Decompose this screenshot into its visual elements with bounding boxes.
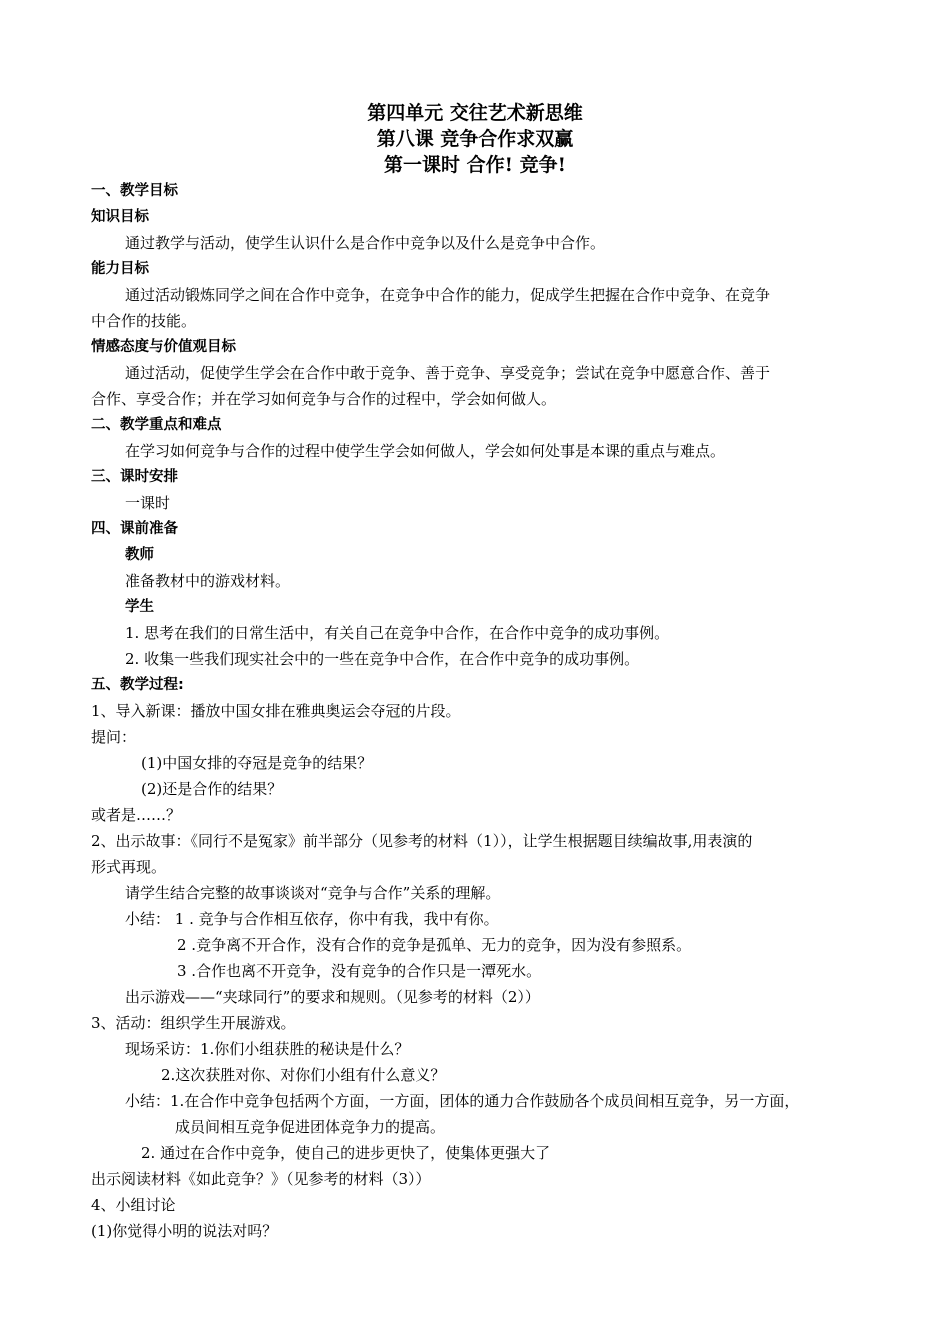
process-line: 小结：1.在合作中竞争包括两个方面，一方面，团体的通力合作鼓励各个成员间相互竞争，另一方面， — [125, 1092, 800, 1110]
section-heading-preparation: 四、课前准备 — [91, 521, 178, 537]
section-heading-objectives: 一、教学目标 — [91, 183, 178, 199]
unit-title: 第四单元 交往艺术新思维 — [367, 102, 583, 124]
process-line: 2. 通过在合作中竞争，使自己的进步更快了，使集体更强大了 — [141, 1144, 551, 1162]
teacher-text: 准备教材中的游戏材料。 — [125, 572, 291, 590]
process-line: 出示阅读材料《如此竞争？》（见参考的材料（3）） — [91, 1170, 431, 1188]
emotion-goal-text-2: 合作、享受合作；并在学习如何竞争与合作的过程中，学会如何做人。 — [91, 390, 557, 408]
knowledge-goal-text: 通过教学与活动，使学生认识什么是合作中竞争以及什么是竞争中合作。 — [125, 234, 606, 252]
process-line: 或者是……？ — [91, 806, 182, 824]
process-line: 4、小组讨论 — [91, 1196, 176, 1214]
ability-goal-text-2: 中合作的技能。 — [91, 312, 197, 330]
process-line: 现场采访：1.你们小组获胜的秘诀是什么？ — [125, 1040, 410, 1058]
ability-goal-text-1: 通过活动锻炼同学之间在合作中竞争，在竞争中合作的能力，促成学生把握在合作中竞争、在竞争 — [125, 286, 771, 304]
schedule-text: 一课时 — [125, 494, 171, 512]
process-line: 3 .合作也离不开竞争，没有竞争的合作只是一潭死水。 — [177, 962, 542, 980]
process-line: 提问： — [91, 728, 137, 746]
process-line: 成员间相互竞争促进团体竞争力的提高。 — [175, 1118, 446, 1136]
process-line: 2.这次获胜对你、对你们小组有什么意义？ — [161, 1066, 446, 1084]
emotion-goal-label: 情感态度与价值观目标 — [91, 339, 236, 355]
student-label: 学生 — [125, 599, 154, 615]
process-line: 2 .竞争离不开合作，没有合作的竞争是孤单、无力的竞争，因为没有参照系。 — [177, 936, 692, 954]
process-line: (1)中国女排的夺冠是竞争的结果？ — [141, 754, 373, 772]
emotion-goal-text-1: 通过活动，促使学生学会在合作中敢于竞争、善于竞争、享受竞争；尝试在竞争中愿意合作、善于 — [125, 364, 771, 382]
section-heading-key-points: 二、教学重点和难点 — [91, 417, 222, 433]
process-line: 形式再现。 — [91, 858, 167, 876]
lesson-title: 第八课 竞争合作求双赢 — [376, 128, 574, 150]
section-heading-schedule: 三、课时安排 — [91, 469, 178, 485]
ability-goal-label: 能力目标 — [91, 261, 149, 277]
process-line: (2)还是合作的结果？ — [141, 780, 283, 798]
process-line: 1、导入新课：播放中国女排在雅典奥运会夺冠的片段。 — [91, 702, 461, 720]
student-item-2: 2. 收集一些我们现实社会中的一些在竞争中合作，在合作中竞争的成功事例。 — [125, 650, 640, 668]
process-line: 小结： 1 . 竞争与合作相互依存，你中有我，我中有你。 — [125, 910, 499, 928]
process-line: 3、活动：组织学生开展游戏。 — [91, 1014, 296, 1032]
process-line: 请学生结合完整的故事谈谈对“竞争与合作”关系的理解。 — [125, 884, 501, 902]
period-title: 第一课时 合作! 竞争! — [384, 154, 566, 176]
knowledge-goal-label: 知识目标 — [91, 209, 149, 225]
student-item-1: 1. 思考在我们的日常生活中，有关自己在竞争中合作，在合作中竞争的成功事例。 — [125, 624, 670, 642]
process-line: 2、出示故事：《同行不是冤家》前半部分（见参考的材料（1）），让学生根据题目续编故事,用表演的 — [91, 832, 753, 850]
section-heading-process: 五、教学过程: — [91, 677, 184, 693]
key-points-text: 在学习如何竞争与合作的过程中使学生学会如何做人，学会如何处事是本课的重点与难点。 — [125, 442, 726, 460]
process-line: (1)你觉得小明的说法对吗？ — [91, 1222, 278, 1240]
process-line: 出示游戏——“夹球同行”的要求和规则。（见参考的材料（2）） — [125, 988, 540, 1006]
teacher-label: 教师 — [125, 547, 154, 563]
